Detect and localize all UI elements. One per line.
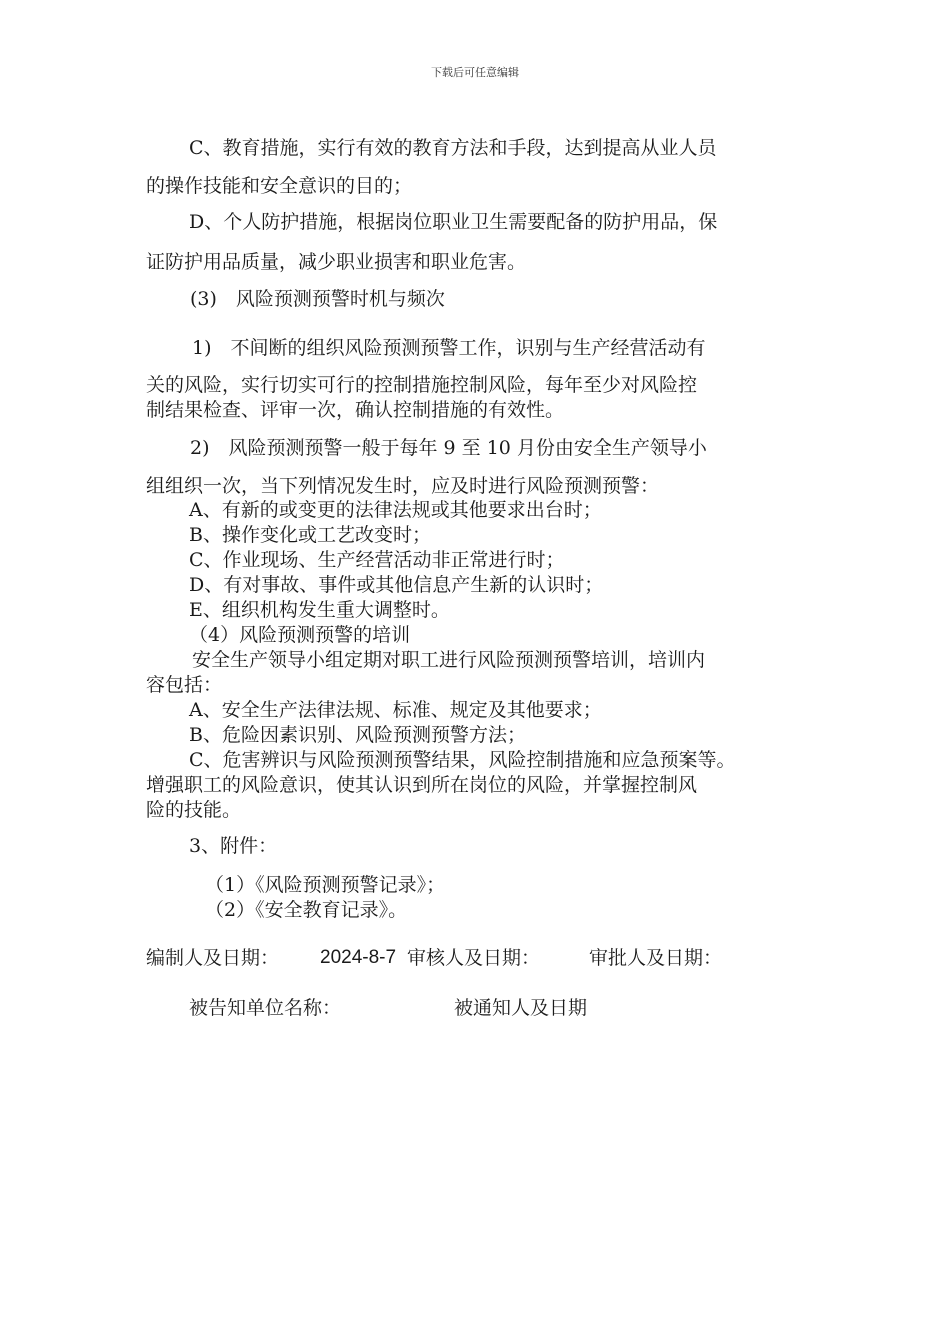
paragraph-line: 制结果检查、评审一次，确认控制措施的有效性。 [146, 399, 565, 421]
section-heading: （4）风险预测预警的培训 [189, 624, 411, 646]
paragraph-line: 组组织一次，当下列情况发生时，应及时进行风险预测预警： [146, 475, 660, 497]
attachment-item: （1）《风险预测预警记录》； [205, 874, 446, 896]
reviewed-by-label: 审核人及日期： [407, 947, 541, 969]
prepared-date: 2024-8-7 [320, 947, 397, 968]
paragraph-line: 安全生产领导小组定期对职工进行风险预测预警培训，培训内 [192, 649, 706, 671]
notified-unit-label: 被告知单位名称： [189, 997, 342, 1019]
paragraph-line: 的操作技能和安全意识的目的； [146, 175, 413, 197]
page-header: 下载后可任意编辑 [431, 66, 519, 79]
section-heading: (3) 风险预测预警时机与频次 [190, 288, 445, 310]
paragraph-line: D、个人防护措施，根据岗位职业卫生需要配备的防护用品，保 [189, 211, 718, 233]
paragraph-line: 1) 不间断的组织风险预测预警工作，识别与生产经营活动有 [192, 337, 706, 359]
list-item: A、安全生产法律法规、标准、规定及其他要求； [189, 699, 602, 721]
paragraph-line: 容包括： [146, 674, 223, 696]
paragraph-line: 证防护用品质量，减少职业损害和职业危害。 [146, 251, 527, 273]
list-item: E、组织机构发生重大调整时。 [189, 599, 450, 621]
list-item: A、有新的或变更的法律法规或其他要求出台时； [189, 499, 602, 521]
paragraph-line: 险的技能。 [146, 799, 242, 821]
paragraph-line: 2) 风险预测预警一般于每年 9 至 10 月份由安全生产领导小 [190, 437, 707, 459]
list-item: B、危险因素识别、风险预测预警方法； [189, 724, 526, 746]
paragraph-line: C、教育措施，实行有效的教育方法和手段，达到提高从业人员 [189, 137, 717, 159]
list-item: C、危害辨识与风险预测预警结果，风险控制措施和应急预案等。 [189, 749, 736, 771]
section-heading: 3、附件： [189, 835, 278, 857]
list-item: C、作业现场、生产经营活动非正常进行时； [189, 549, 565, 571]
prepared-by-label: 编制人及日期： [146, 947, 280, 969]
approved-by-label: 审批人及日期： [589, 947, 723, 969]
paragraph-line: 增强职工的风险意识，使其认识到所在岗位的风险，并掌握控制风 [146, 774, 698, 796]
list-item: D、有对事故、事件或其他信息产生新的认识时； [189, 574, 604, 596]
attachment-item: （2）《安全教育记录》。 [205, 899, 408, 921]
notified-person-label: 被通知人及日期 [454, 997, 588, 1019]
list-item: B、操作变化或工艺改变时； [189, 524, 431, 546]
paragraph-line: 关的风险，实行切实可行的控制措施控制风险，每年至少对风险控 [146, 374, 698, 396]
